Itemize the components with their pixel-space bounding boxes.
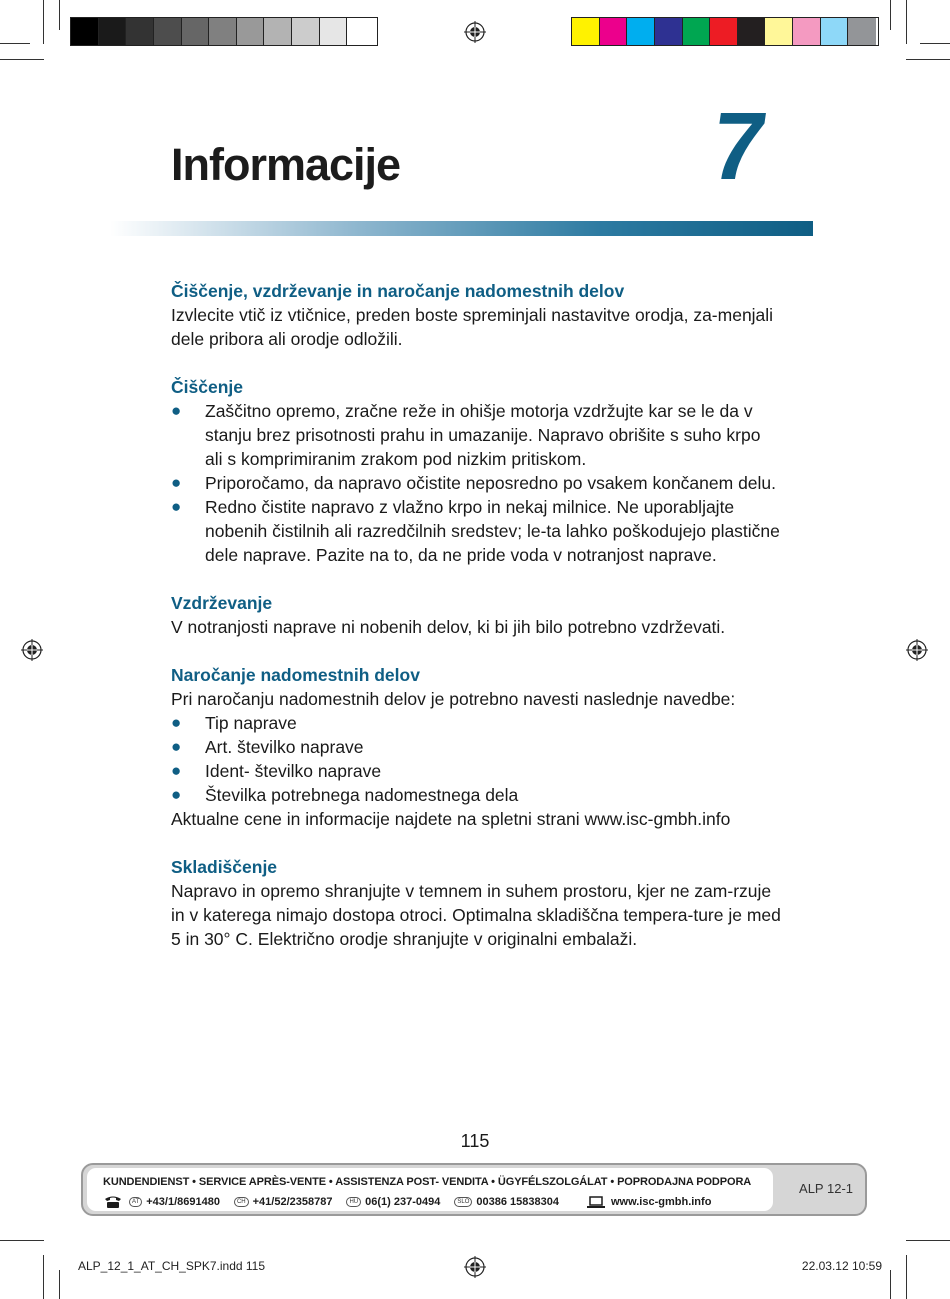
crop-mark	[906, 1255, 907, 1299]
service-contacts	[103, 1195, 711, 1209]
section-heading: Naročanje nadomestnih delov	[171, 665, 420, 685]
grayscale-calibration-bar	[70, 17, 378, 46]
section-text: Napravo in opremo shranjujte v temnem in suhem prostoru, kjer ne zam-rzuje in v katerega nimajo dostopa otroci. Optimalna skladiščna tempera-ture je med 5 in 30° C. Električno orodje shranjujte v originalni embalaži.	[171, 881, 781, 949]
crop-mark	[890, 0, 891, 30]
phone-entry: HU 06(1) 237-0494	[346, 1196, 440, 1208]
bullet-icon: ●	[171, 761, 182, 780]
section-heading: Čiščenje	[171, 377, 243, 397]
color-swatch	[765, 18, 793, 45]
list-item: ● Tip naprave	[171, 713, 297, 733]
color-swatch	[347, 18, 375, 45]
bullet-icon: ●	[171, 497, 182, 516]
color-swatch	[738, 18, 766, 45]
crop-mark	[890, 1270, 891, 1299]
bullet-icon: ●	[171, 473, 182, 492]
color-swatch	[99, 18, 127, 45]
color-swatch	[710, 18, 738, 45]
list-item: ● Ident- številko naprave	[171, 761, 382, 781]
crop-mark	[43, 0, 44, 44]
color-swatch	[627, 18, 655, 45]
print-slug-file: ALP_12_1_AT_CH_SPK7.indd 115	[78, 1259, 266, 1273]
crop-mark	[906, 0, 907, 44]
crop-mark	[0, 1240, 44, 1241]
color-swatch	[821, 18, 849, 45]
registration-mark-icon	[464, 21, 486, 43]
list-item: ● Redno čistite napravo z vlažno krpo in nekaj milnice. Ne uporabljajte nobenih čistilnih ali razredčilnih sredstev; le-ta lahko poškodujejo plastične dele naprave. Pazite na to, da ne pride voda v notranjost naprave.	[171, 497, 780, 565]
page-number: 115	[460, 1131, 490, 1151]
color-swatch	[154, 18, 182, 45]
color-calibration-bar	[571, 17, 879, 46]
main-content	[171, 279, 781, 951]
color-swatch	[793, 18, 821, 45]
section-heading: Skladiščenje	[171, 857, 278, 877]
crop-mark	[906, 59, 950, 60]
color-swatch	[237, 18, 265, 45]
color-swatch	[600, 18, 628, 45]
crop-mark	[920, 43, 950, 44]
color-swatch	[683, 18, 711, 45]
list-item: ● Art. številko naprave	[171, 737, 364, 757]
bullet-icon: ●	[171, 401, 182, 420]
phone-entry: AT +43/1/8691480	[129, 1196, 220, 1208]
color-swatch	[292, 18, 320, 45]
list-item: ● Priporočamo, da napravo očistite neposredno po vsakem končanem delu.	[171, 473, 777, 493]
crop-mark	[0, 59, 44, 60]
section-heading: Vzdrževanje	[171, 593, 273, 613]
phone-entry: CH +41/52/2358787	[234, 1196, 333, 1208]
bullet-list	[171, 711, 781, 807]
crop-mark	[43, 1255, 44, 1299]
service-title: KUNDENDIENST • SERVICE APRÈS-VENTE • ASSISTENZA POST- VENDITA • ÜGYFÉLSZOLGÁLAT • POPRODAJNA PODPORA	[103, 1176, 752, 1188]
color-swatch	[320, 18, 348, 45]
crop-mark	[59, 0, 60, 30]
chapter-number: 7	[704, 93, 771, 200]
header-gradient-bar	[110, 221, 813, 236]
laptop-icon	[587, 1196, 605, 1209]
list-item: ● Zaščitno opremo, zračne reže in ohišje motorja vzdržujte kar se le da v stanju brez prisotnosti prahu in umazanije. Napravo obrišite s suho krpo ali s komprimiranim zrakom pod nizkim pritiskom.	[171, 401, 761, 469]
registration-mark-icon	[21, 639, 43, 661]
bullet-icon: ●	[171, 713, 182, 732]
bullet-icon: ●	[171, 785, 182, 804]
color-swatch	[182, 18, 210, 45]
color-swatch	[71, 18, 99, 45]
section-text: Pri naročanju nadomestnih delov je potrebno navesti naslednje navedbe:	[171, 689, 736, 709]
crop-mark	[59, 1270, 60, 1299]
section-text: Aktualne cene in informacije najdete na spletni strani www.isc-gmbh.info	[171, 809, 731, 829]
color-swatch	[209, 18, 237, 45]
registration-mark-icon	[906, 639, 928, 661]
crop-mark	[906, 1240, 950, 1241]
registration-mark-icon	[464, 1256, 486, 1278]
color-swatch	[572, 18, 600, 45]
section-heading: Čiščenje, vzdrževanje in naročanje nadomestnih delov	[171, 281, 625, 301]
telephone-icon	[103, 1195, 123, 1209]
website-link[interactable]: www.isc-gmbh.info	[610, 1196, 712, 1208]
model-code: ALP 12-1	[799, 1181, 853, 1196]
service-info-box	[81, 1163, 867, 1216]
print-slug-date: 22.03.12 10:59	[801, 1259, 882, 1273]
color-swatch	[848, 18, 876, 45]
phone-entry: SLO 00386 15838304	[454, 1196, 559, 1208]
page-title: Informacije	[171, 139, 401, 190]
section-text: V notranjosti naprave ni nobenih delov, ki bi jih bilo potrebno vzdrževati.	[171, 617, 726, 637]
color-swatch	[264, 18, 292, 45]
bullet-list	[171, 399, 781, 567]
list-item: ● Številka potrebnega nadomestnega dela	[171, 785, 519, 805]
bullet-icon: ●	[171, 737, 182, 756]
crop-mark	[0, 43, 30, 44]
color-swatch	[655, 18, 683, 45]
color-swatch	[126, 18, 154, 45]
section-text: Izvlecite vtič iz vtičnice, preden boste spreminjali nastavitve orodja, za-menjali dele pribora ali orodje odložili.	[171, 305, 774, 349]
